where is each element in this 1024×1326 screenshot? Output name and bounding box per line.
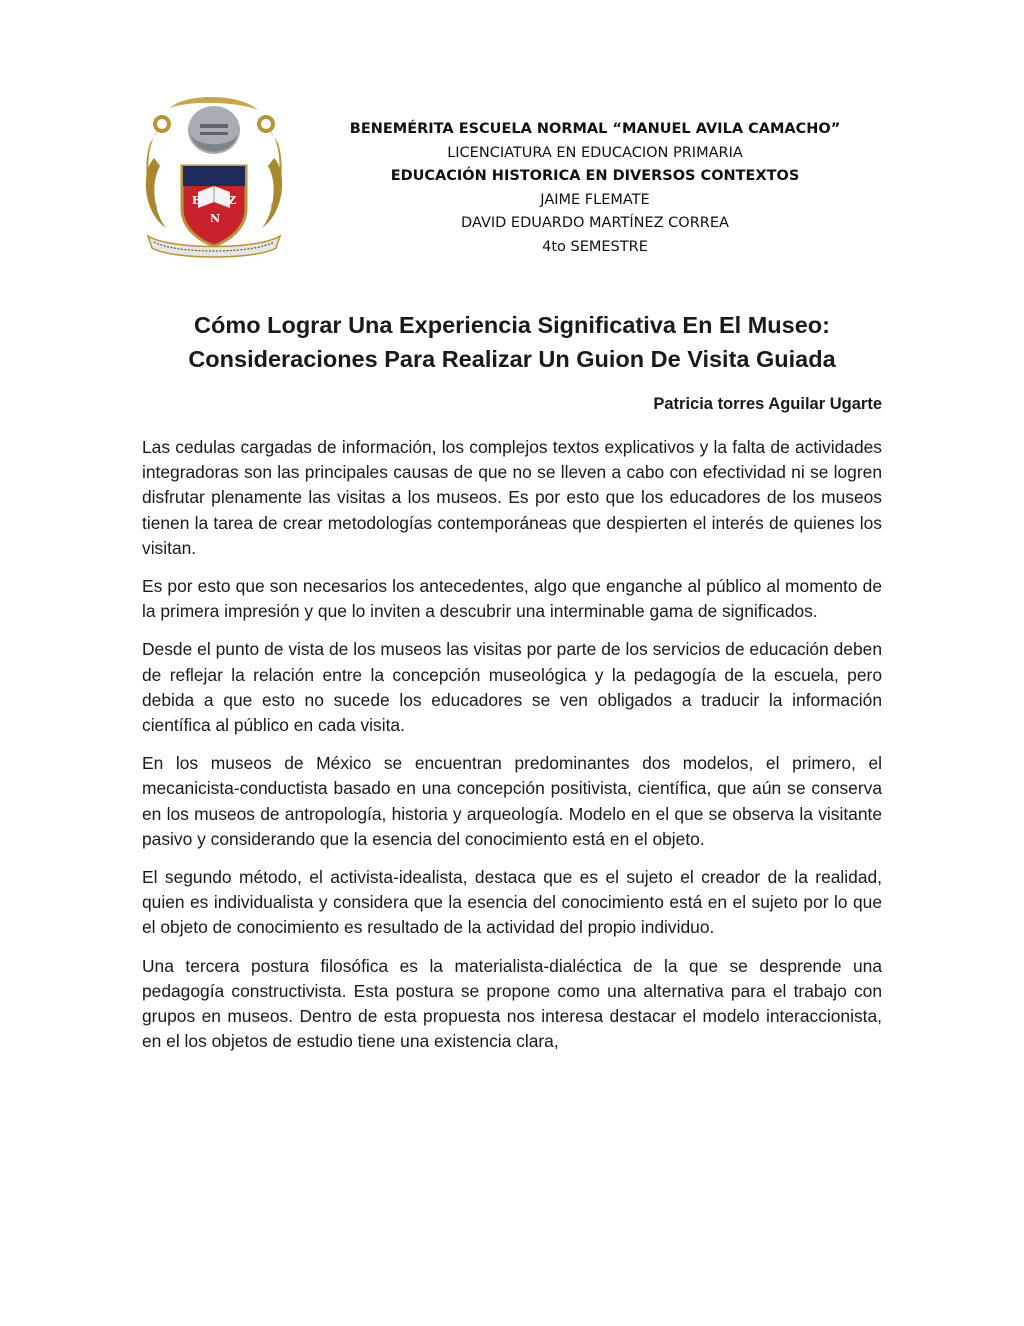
student-name: DAVID EDUARDO MARTÍNEZ CORREA xyxy=(461,215,729,231)
paragraph: Desde el punto de vista de los museos las visitas por parte de los servicios de educación deben de reflejar la relación entre la concepción museológica y la pedagogía de la escuela, pero debida a que esto no sucede los educadores se ven obligados a traducir la información científica al público en cada visita. xyxy=(142,639,882,736)
institution-header xyxy=(290,118,900,259)
school-crest-icon xyxy=(140,88,288,268)
author-name: Patricia torres Aguilar Ugarte xyxy=(653,395,882,413)
document-title xyxy=(140,308,884,376)
paragraph: Las cedulas cargadas de información, los complejos textos explicativos y la falta de actividades integradoras son las principales causas de que no se lleven a cabo con efectividad ni se logren disfrutar plenamente las visitas a los museos. Es por esto que los educadores de los museos tienen la tarea de crear metodologías contemporáneas que despierten el interés de quienes los visitan. xyxy=(142,437,882,558)
degree-program: LICENCIATURA EN EDUCACION PRIMARIA xyxy=(447,144,743,161)
title-line-2: Consideraciones Para Realizar Un Guion De Visita Guiada xyxy=(188,346,836,372)
document-body xyxy=(142,435,882,1067)
svg-text:N: N xyxy=(210,212,221,225)
paragraph: Una tercera postura filosófica es la materialista-dialéctica de la que se desprende una pedagogía constructivista. Esta postura se propone como una alternativa para el trabajo con grupos en museos. Dentro de esta propuesta nos interesa destacar el modelo interaccionista, en el los objetos de estudio tiene una existencia clara, xyxy=(142,955,882,1052)
svg-text:Z: Z xyxy=(228,194,237,207)
paragraph: En los museos de México se encuentran predominantes dos modelos, el primero, el mecanicista-conductista basado en una concepción positivista, científica, que aún se conserva en los museos de antropología, historia y arqueología. Modelo en el que se observa la visitante pasivo y considerando que la esencia del conocimiento está en el objeto. xyxy=(142,753,882,849)
school-name: BENEMÉRITA ESCUELA NORMAL “MANUEL AVILA CAMACHO” xyxy=(349,121,841,137)
title-line-1: Cómo Lograr Una Experiencia Significativa En El Museo: xyxy=(194,312,830,338)
paragraph: Es por esto que son necesarios los antecedentes, algo que enganche al público al momento de la primera impresión y que lo inviten a descubrir una interminable gama de significados. xyxy=(142,576,882,622)
course-name: EDUCACIÓN HISTORICA EN DIVERSOS CONTEXTOS xyxy=(390,168,800,184)
teacher-name: JAIME FLEMATE xyxy=(540,191,650,208)
semester: 4to SEMESTRE xyxy=(542,238,648,255)
svg-text:E: E xyxy=(192,194,201,207)
paragraph: El segundo método, el activista-idealista, destaca que es el sujeto el creador de la realidad, quien es individualista y considera que la esencia del conocimiento está en el sujeto por lo que el objeto de conocimiento es resultado de la actividad del propio individuo. xyxy=(142,867,882,938)
